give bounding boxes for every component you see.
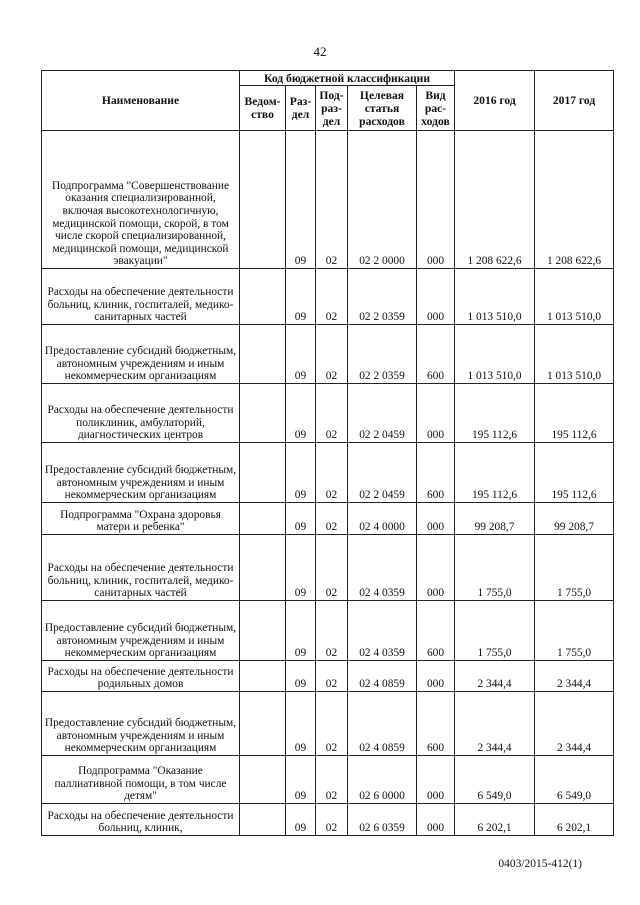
cell-razdel: 09: [286, 269, 316, 325]
cell-razdel: 09: [286, 804, 316, 836]
cell-vedomstvo: [240, 804, 286, 836]
cell-razdel: 09: [286, 692, 316, 756]
cell-razdel: 09: [286, 325, 316, 384]
cell-2017: 6 549,0: [535, 756, 614, 804]
cell-vid: 000: [417, 804, 455, 836]
cell-vid: 600: [417, 692, 455, 756]
cell-2017: 2 344,4: [535, 661, 614, 692]
cell-2016: 1 208 622,6: [455, 131, 535, 269]
cell-razdel: 09: [286, 443, 316, 503]
cell-vedomstvo: [240, 325, 286, 384]
cell-podrazdel: 02: [316, 692, 348, 756]
table-row: [42, 325, 614, 384]
document-code: 0403/2015-412(1): [498, 858, 582, 870]
cell-tselevaya: 02 2 0000: [348, 131, 417, 269]
cell-name: Предоставление субсидий бюджетным, автономным учреждениям и иным некоммерческим организациям: [42, 325, 240, 384]
cell-name: Подпрограмма "Совершенствование оказания специализированной, включая высокотехнологичную, медицинской помощи, скорой, в том числе скорой специализированной, медицинской помощи, медицинской эвакуации": [42, 131, 240, 269]
cell-podrazdel: 02: [316, 269, 348, 325]
cell-razdel: 09: [286, 601, 316, 661]
header-kbk: Код бюджетной классификации: [240, 71, 455, 86]
cell-podrazdel: 02: [316, 756, 348, 804]
cell-tselevaya: 02 4 0859: [348, 692, 417, 756]
cell-vedomstvo: [240, 661, 286, 692]
cell-vedomstvo: [240, 601, 286, 661]
cell-razdel: 09: [286, 661, 316, 692]
cell-2017: 195 112,6: [535, 443, 614, 503]
table-row: [42, 756, 614, 804]
table-body: [42, 131, 614, 836]
cell-razdel: 09: [286, 131, 316, 269]
cell-vedomstvo: [240, 503, 286, 535]
cell-vid: 600: [417, 325, 455, 384]
cell-tselevaya: 02 2 0459: [348, 384, 417, 443]
cell-vid: 000: [417, 269, 455, 325]
cell-podrazdel: 02: [316, 804, 348, 836]
header-vedomstvo: Ведом-ство: [240, 86, 286, 131]
cell-vid: 000: [417, 503, 455, 535]
cell-tselevaya: 02 4 0359: [348, 535, 417, 601]
cell-name: Подпрограмма "Оказание паллиативной помощи, в том числе детям": [42, 756, 240, 804]
table-row: [42, 269, 614, 325]
table-row: [42, 131, 614, 269]
cell-2016: 195 112,6: [455, 443, 535, 503]
cell-name: Подпрограмма "Охрана здоровья матери и ребенка": [42, 503, 240, 535]
cell-name: Расходы на обеспечение деятельности больниц, клиник, госпиталей, медико-санитарных частей: [42, 535, 240, 601]
cell-name: Предоставление субсидий бюджетным, автономным учреждениям и иным некоммерческим организациям: [42, 601, 240, 661]
cell-podrazdel: 02: [316, 661, 348, 692]
cell-vedomstvo: [240, 535, 286, 601]
cell-vid: 000: [417, 756, 455, 804]
cell-2016: 195 112,6: [455, 384, 535, 443]
cell-vid: 000: [417, 131, 455, 269]
cell-podrazdel: 02: [316, 443, 348, 503]
cell-podrazdel: 02: [316, 384, 348, 443]
header-2017: 2017 год: [535, 71, 614, 131]
cell-vid: 000: [417, 535, 455, 601]
cell-2016: 2 344,4: [455, 661, 535, 692]
cell-razdel: 09: [286, 535, 316, 601]
cell-2017: 195 112,6: [535, 384, 614, 443]
table-row: [42, 503, 614, 535]
table-row: [42, 661, 614, 692]
cell-name: Предоставление субсидий бюджетным, автономным учреждениям и иным некоммерческим организациям: [42, 692, 240, 756]
cell-vedomstvo: [240, 443, 286, 503]
cell-2016: 6 549,0: [455, 756, 535, 804]
table-row: [42, 384, 614, 443]
cell-razdel: 09: [286, 384, 316, 443]
cell-vid: 000: [417, 384, 455, 443]
cell-podrazdel: 02: [316, 601, 348, 661]
cell-2017: 1 755,0: [535, 535, 614, 601]
cell-vid: 600: [417, 601, 455, 661]
table-row: [42, 601, 614, 661]
cell-2016: 99 208,7: [455, 503, 535, 535]
cell-tselevaya: 02 4 0000: [348, 503, 417, 535]
table-row: [42, 692, 614, 756]
header-podrazdel: Под-раз-дел: [316, 86, 348, 131]
header-name: Наименование: [42, 71, 240, 131]
cell-2016: 1 013 510,0: [455, 269, 535, 325]
table-row: [42, 535, 614, 601]
cell-2017: 1 208 622,6: [535, 131, 614, 269]
cell-tselevaya: 02 2 0359: [348, 269, 417, 325]
table-row: [42, 443, 614, 503]
cell-podrazdel: 02: [316, 325, 348, 384]
cell-2017: 1 013 510,0: [535, 325, 614, 384]
cell-name: Предоставление субсидий бюджетным, автономным учреждениям и иным некоммерческим организациям: [42, 443, 240, 503]
cell-vedomstvo: [240, 692, 286, 756]
cell-2016: 1 755,0: [455, 535, 535, 601]
cell-name: Расходы на обеспечение деятельности больниц, клиник,: [42, 804, 240, 836]
cell-2017: 99 208,7: [535, 503, 614, 535]
cell-2017: 6 202,1: [535, 804, 614, 836]
cell-name: Расходы на обеспечение деятельности родильных домов: [42, 661, 240, 692]
cell-2017: 2 344,4: [535, 692, 614, 756]
cell-2016: 2 344,4: [455, 692, 535, 756]
page-number: 42: [313, 44, 327, 59]
budget-table: [41, 70, 614, 836]
cell-vedomstvo: [240, 756, 286, 804]
cell-podrazdel: 02: [316, 535, 348, 601]
cell-vid: 000: [417, 661, 455, 692]
header-razdel: Раз-дел: [286, 86, 316, 131]
table-row: [42, 804, 614, 836]
cell-tselevaya: 02 4 0859: [348, 661, 417, 692]
cell-tselevaya: 02 2 0359: [348, 325, 417, 384]
cell-tselevaya: 02 6 0000: [348, 756, 417, 804]
cell-tselevaya: 02 2 0459: [348, 443, 417, 503]
cell-vid: 600: [417, 443, 455, 503]
header-tselevaya: Целевая статья расходов: [348, 86, 417, 131]
cell-name: Расходы на обеспечение деятельности больниц, клиник, госпиталей, медико-санитарных частей: [42, 269, 240, 325]
cell-2017: 1 013 510,0: [535, 269, 614, 325]
cell-razdel: 09: [286, 756, 316, 804]
cell-podrazdel: 02: [316, 131, 348, 269]
cell-2016: 1 013 510,0: [455, 325, 535, 384]
cell-vedomstvo: [240, 131, 286, 269]
header-row-1: [42, 71, 614, 86]
cell-tselevaya: 02 4 0359: [348, 601, 417, 661]
cell-vedomstvo: [240, 269, 286, 325]
cell-2016: 1 755,0: [455, 601, 535, 661]
cell-name: Расходы на обеспечение деятельности поликлиник, амбулаторий, диагностических центров: [42, 384, 240, 443]
cell-2016: 6 202,1: [455, 804, 535, 836]
cell-2017: 1 755,0: [535, 601, 614, 661]
header-vid: Вид рас-ходов: [417, 86, 455, 131]
cell-tselevaya: 02 6 0359: [348, 804, 417, 836]
cell-vedomstvo: [240, 384, 286, 443]
cell-razdel: 09: [286, 503, 316, 535]
header-2016: 2016 год: [455, 71, 535, 131]
cell-podrazdel: 02: [316, 503, 348, 535]
